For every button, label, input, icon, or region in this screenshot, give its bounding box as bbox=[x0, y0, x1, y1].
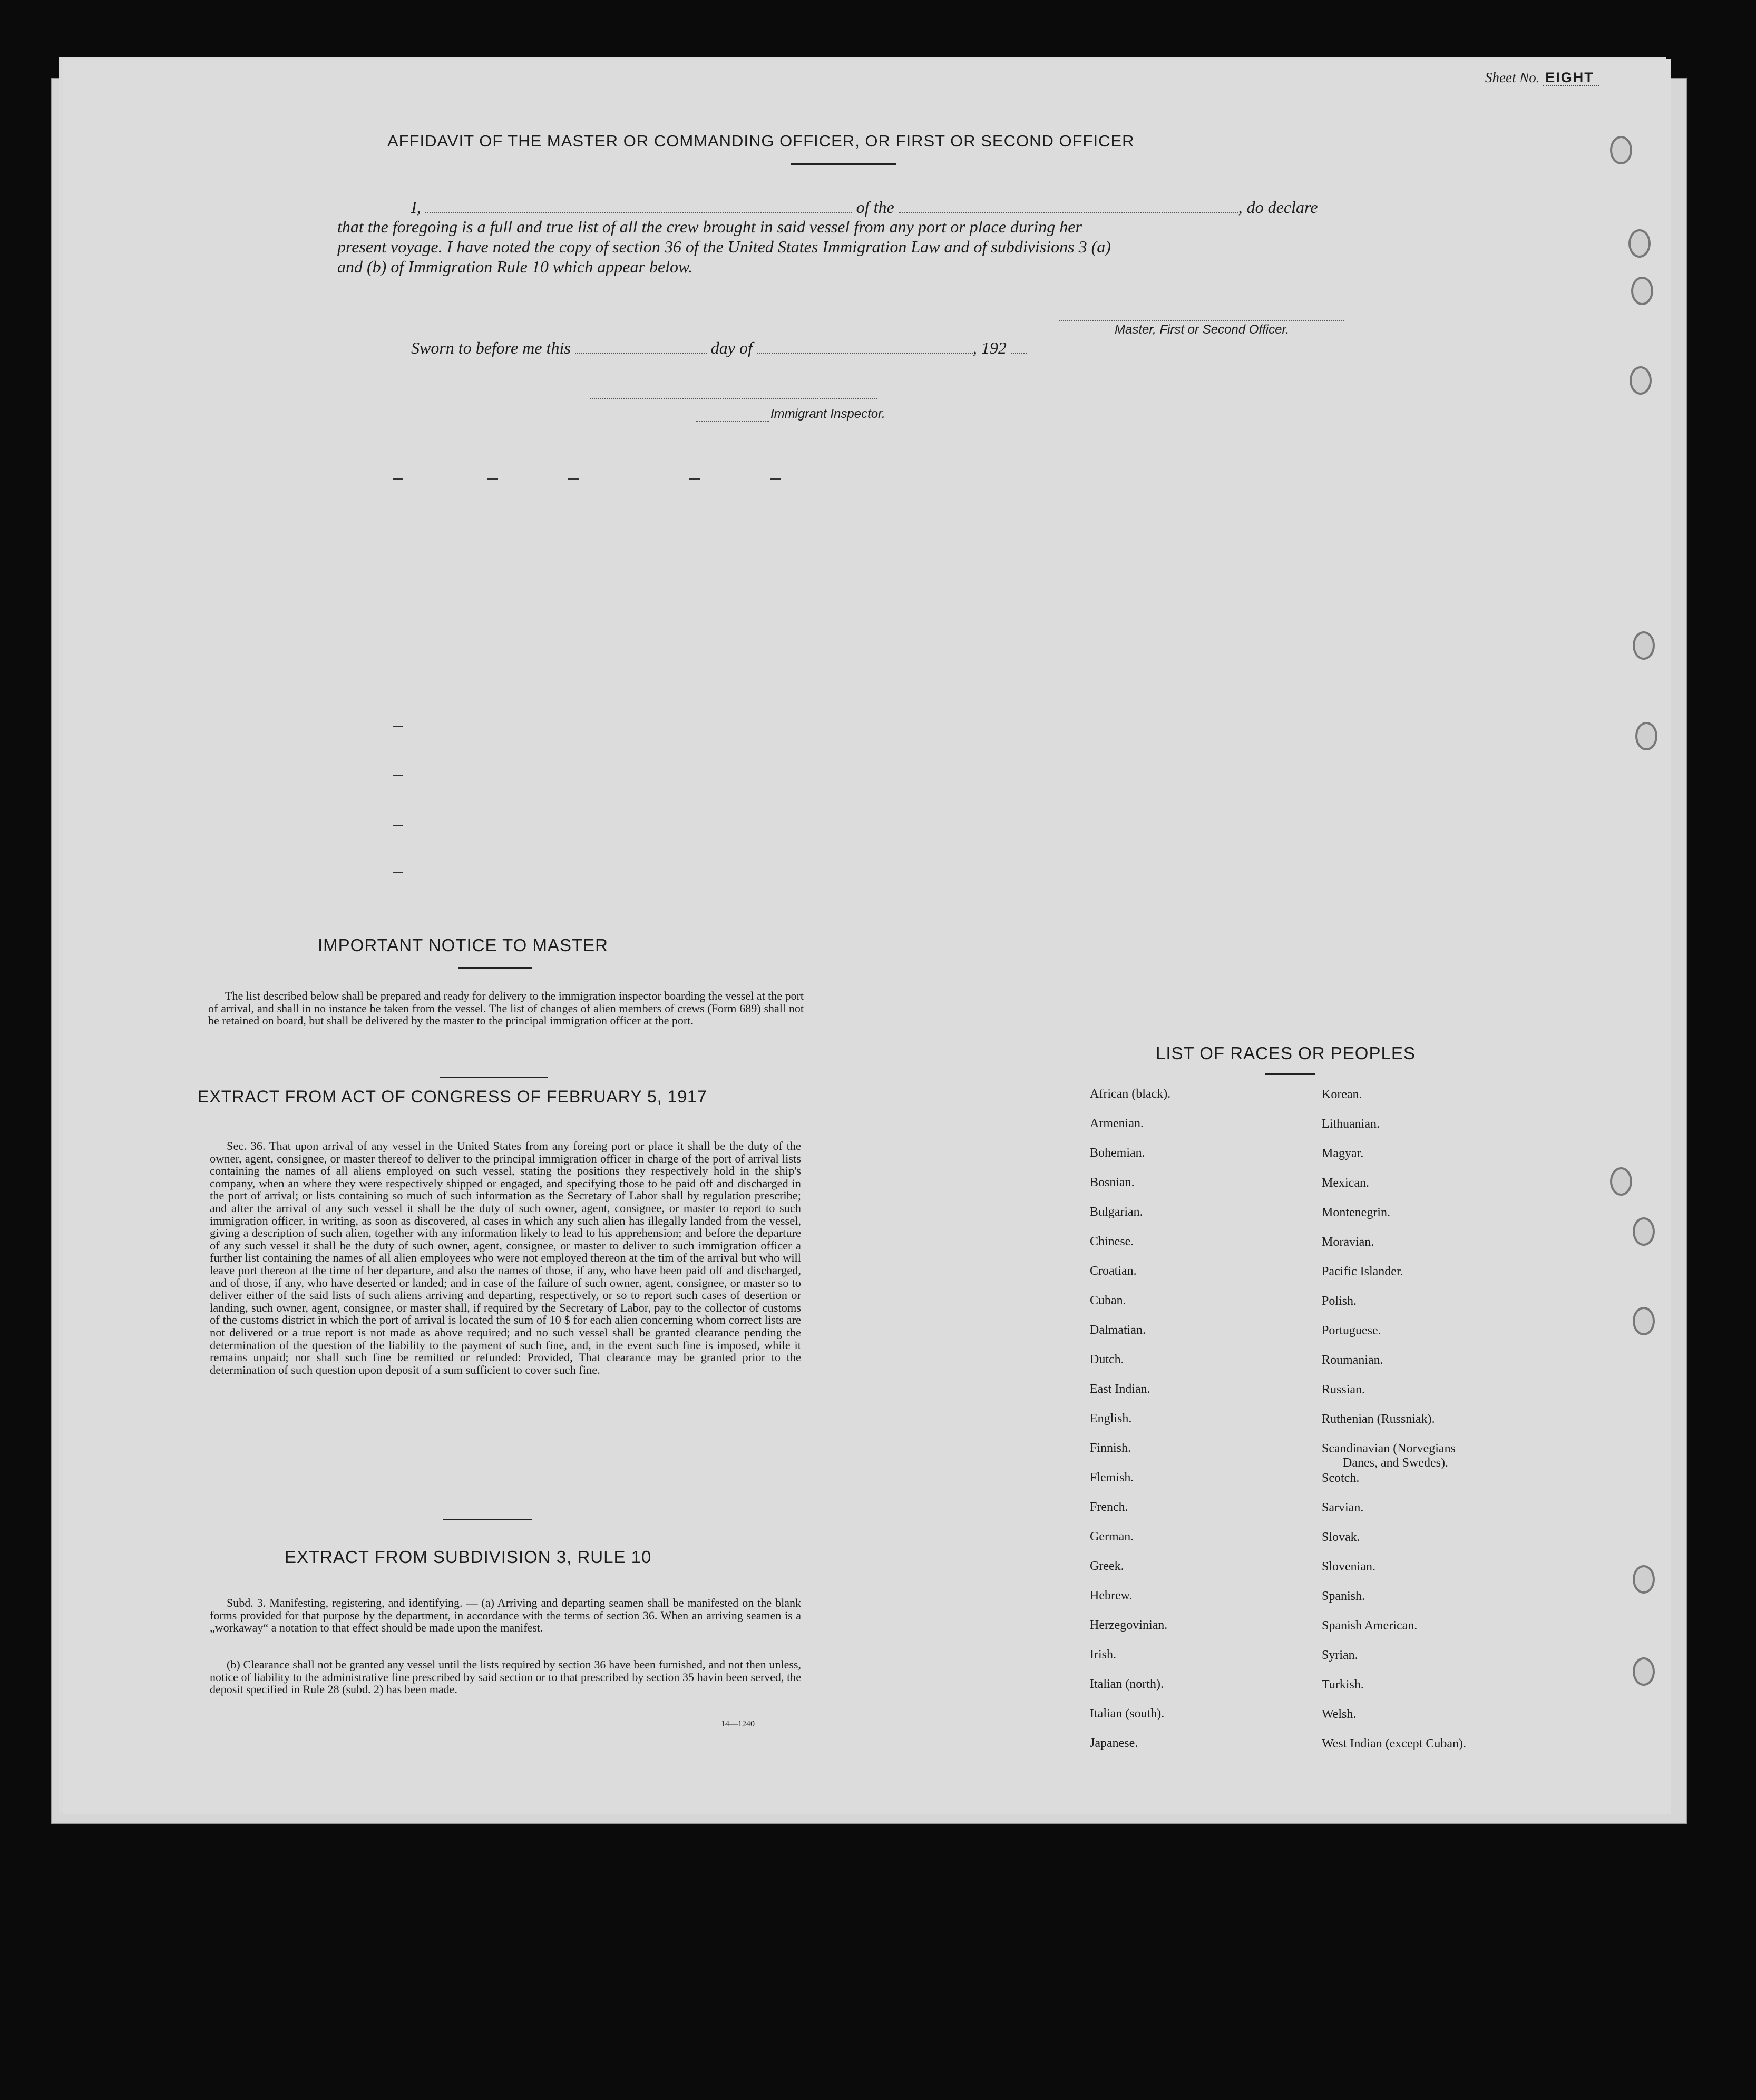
race-item: Greek. bbox=[1090, 1559, 1124, 1573]
affidavit-title-rule bbox=[791, 163, 896, 165]
dash-mark bbox=[393, 825, 403, 826]
dash-mark bbox=[689, 478, 700, 480]
dash-mark bbox=[393, 775, 403, 776]
punch-hole-icon bbox=[1610, 1167, 1632, 1196]
notice-title: IMPORTANT NOTICE TO MASTER bbox=[318, 935, 609, 955]
race-item: Armenian. bbox=[1090, 1117, 1144, 1130]
race-item: Slovenian. bbox=[1322, 1560, 1375, 1574]
race-item: Dutch. bbox=[1090, 1353, 1124, 1366]
race-item: Sarvian. bbox=[1322, 1501, 1364, 1515]
day-of-text: day of bbox=[710, 338, 753, 357]
race-item: English. bbox=[1090, 1412, 1132, 1425]
race-item: Polish. bbox=[1322, 1294, 1357, 1308]
sworn-day-field[interactable] bbox=[575, 342, 707, 354]
inspector-label: Immigrant Inspector. bbox=[770, 407, 885, 421]
race-item: Herzegovinian. bbox=[1090, 1618, 1168, 1632]
race-item: Spanish. bbox=[1322, 1589, 1365, 1603]
race-item: Mexican. bbox=[1322, 1176, 1369, 1190]
sheet-number-label: Sheet No. bbox=[1485, 70, 1540, 85]
sheet-number bbox=[1485, 70, 1599, 86]
punch-hole-icon bbox=[1633, 1307, 1655, 1335]
master-signature-label: Master, First or Second Officer. bbox=[1115, 323, 1290, 337]
affidavit-of-the: of the bbox=[856, 198, 894, 217]
punch-hole-icon bbox=[1633, 1565, 1655, 1594]
race-item: Ruthenian (Russniak). bbox=[1322, 1412, 1435, 1426]
race-item: Irish. bbox=[1090, 1648, 1116, 1662]
punch-hole-icon bbox=[1610, 136, 1632, 164]
punch-hole-icon bbox=[1628, 229, 1651, 258]
extract-act-top-rule bbox=[440, 1077, 548, 1078]
race-item: Finnish. bbox=[1090, 1441, 1131, 1455]
affidavit-line-3: present voyage. I have noted the copy of section 36 of the United States Immigration Law and of subdivisions 3 (a) bbox=[337, 237, 1111, 256]
year-text: , 192 bbox=[972, 338, 1007, 357]
race-item: Hebrew. bbox=[1090, 1589, 1133, 1603]
sworn-month-field[interactable] bbox=[757, 342, 973, 354]
race-item: West Indian (except Cuban). bbox=[1322, 1737, 1466, 1751]
extract-act-text: Sec. 36. That upon arrival of any vessel in the United States from any foreing port or place it shall be the duty of the owner, agent, consignee, or master thereof to deliver to the principal immigration officer in charge of the port of arrival lists containing the names of all aliens employed on such vessel, stating the positions they respectively hold in the ship's company, when an where they were respectively shipped or engaged, and specifying those to be paid off and discharged in the port of arrival; or lists containing so much of such information as the Secretary of Labor shall by regulation prescribe; and after the arrival of any such vessel it shall be the duty of such owner, agent, consignee, or master to report to such immigration officer, in writing, as soon as discovered, al cases in which any such alien has illegally landed from the vessel, giving a description of such alien, together with any information likely to lead to his apprehension; and before the departure of any such vessel it shall be the duty of such owner, agent, consignee, or master to deliver to such immigration officer a further list containing the names of all alien employees who were not employed thereon at the tim of the arrival but who will leave port thereon at the time of her departure, and also the names of those, if any, who have been paid off and discharged, and of those, if any, who have deserted or landed; and in case of the failure of such owner, agent, consignee, or master so to deliver either of the said lists of such aliens arriving and departing, respectively, or so to report such cases of desertion or landing, such owner, agent, consignee, or master shall, if required by the Secretary of Labor, pay to the collector of customs of the customs district in which the port of arrival is located the sum of 10 $ for each alien concerning whom correct lists are not delivered or a true report is not made as above required; and no such vessel shall be granted clearance pending the determination of the question of the liability to the payment of such fine, and, in the event such fine is imposed, while it remains unpaid; nor shall such fine be remitted or refunded: Provided, That clearance may be granted prior to the determination of such question upon deposit of a sum sufficient to cover such fine. bbox=[210, 1139, 801, 1376]
race-item: Roumanian. bbox=[1322, 1353, 1383, 1367]
affidavit-i: I, bbox=[411, 198, 421, 217]
races-title: LIST OF RACES OR PEOPLES bbox=[1156, 1043, 1416, 1063]
affidavit-line-4: and (b) of Immigration Rule 10 which appear below. bbox=[337, 257, 692, 276]
form-number: 14—1240 bbox=[721, 1720, 755, 1728]
sworn-text: Sworn to before me this bbox=[411, 338, 571, 357]
race-item: Moravian. bbox=[1322, 1235, 1374, 1249]
inspector-signature-field[interactable] bbox=[696, 410, 769, 422]
race-item: Chinese. bbox=[1090, 1235, 1134, 1248]
race-item: Welsh. bbox=[1322, 1707, 1357, 1721]
race-item: Japanese. bbox=[1090, 1736, 1138, 1750]
race-item: Cuban. bbox=[1090, 1294, 1126, 1307]
race-item: Syrian. bbox=[1322, 1648, 1358, 1662]
punch-hole-icon bbox=[1633, 1217, 1655, 1246]
race-item: Bulgarian. bbox=[1090, 1205, 1143, 1219]
race-item: East Indian. bbox=[1090, 1382, 1150, 1396]
sheet-number-value: EIGHT bbox=[1543, 70, 1599, 86]
affidavit-line-1 bbox=[411, 198, 1318, 217]
dash-mark bbox=[393, 478, 403, 480]
affidavit-title: AFFIDAVIT OF THE MASTER OR COMMANDING OFFICER, OR FIRST OR SECOND OFFICER bbox=[387, 132, 1135, 150]
races-column-1 bbox=[1090, 1087, 1170, 1766]
race-item: Croatian. bbox=[1090, 1264, 1137, 1278]
extract-rule-text-b: (b) Clearance shall not be granted any vessel until the lists required by section 36 have been furnished, and not then unless, notice of liability to the administrative fine prescribed by said section or to that prescribed by section 35 havin been served, the deposit specified in Rule 28 (subd. 2) has been made. bbox=[210, 1658, 801, 1696]
sworn-line bbox=[411, 338, 1027, 358]
race-item: Slovak. bbox=[1322, 1530, 1360, 1544]
dash-mark bbox=[568, 478, 579, 480]
extract-rule-title: EXTRACT FROM SUBDIVISION 3, RULE 10 bbox=[285, 1547, 652, 1567]
race-item: Montenegrin. bbox=[1322, 1206, 1390, 1219]
race-item: Flemish. bbox=[1090, 1471, 1134, 1484]
punch-hole-icon bbox=[1635, 722, 1657, 750]
race-item: Danes, and Swedes). bbox=[1343, 1456, 1448, 1470]
race-item: French. bbox=[1090, 1500, 1128, 1514]
extract-act-title: EXTRACT FROM ACT OF CONGRESS OF FEBRUARY 5, 1917 bbox=[198, 1087, 707, 1106]
race-item: German. bbox=[1090, 1530, 1134, 1544]
dash-mark bbox=[393, 872, 403, 873]
dash-mark bbox=[770, 478, 781, 480]
punch-hole-icon bbox=[1630, 366, 1652, 395]
race-item: Italian (north). bbox=[1090, 1677, 1164, 1691]
race-item: Dalmatian. bbox=[1090, 1323, 1146, 1337]
race-item: Russian. bbox=[1322, 1383, 1365, 1396]
races-column-2 bbox=[1322, 1088, 1466, 1766]
race-item: Pacific Islander. bbox=[1322, 1265, 1403, 1278]
notice-text: The list described below shall be prepared and ready for delivery to the immigration inspector boarding the vessel at the port of arrival, and shall in no instance be taken from the vessel. The list of changes of alien members of crews (Form 689) shall not be retained on board, but shall be delivered by the master to the principal immigration officer at the port. bbox=[208, 989, 804, 1027]
race-item: Lithuanian. bbox=[1322, 1117, 1380, 1131]
race-item: Korean. bbox=[1322, 1088, 1362, 1101]
race-item: Bosnian. bbox=[1090, 1176, 1135, 1189]
race-item: Scandinavian (Norvegians bbox=[1322, 1442, 1456, 1456]
punch-hole-icon bbox=[1633, 631, 1655, 660]
extract-rule-top-rule bbox=[443, 1519, 532, 1520]
race-item: Italian (south). bbox=[1090, 1707, 1165, 1721]
inspector-signature-field-top[interactable] bbox=[590, 387, 877, 399]
races-title-rule bbox=[1265, 1073, 1315, 1075]
affidavit-line-2: that the foregoing is a full and true list of all the crew brought in said vessel from any port or place during her bbox=[337, 217, 1082, 236]
race-item: African (black). bbox=[1090, 1087, 1171, 1101]
vessel-field[interactable] bbox=[899, 201, 1238, 213]
name-field[interactable] bbox=[425, 201, 852, 213]
race-item: Spanish American. bbox=[1322, 1619, 1418, 1633]
master-signature-field[interactable] bbox=[1059, 310, 1344, 321]
notice-title-rule bbox=[458, 967, 532, 969]
punch-hole-icon bbox=[1633, 1657, 1655, 1686]
punch-hole-icon bbox=[1631, 277, 1653, 305]
dash-mark bbox=[487, 478, 498, 480]
dash-mark bbox=[393, 726, 403, 727]
race-item: Portuguese. bbox=[1322, 1324, 1381, 1337]
race-item: Turkish. bbox=[1322, 1678, 1364, 1692]
extract-rule-text-a: Subd. 3. Manifesting, registering, and identifying. — (a) Arriving and departing seamen shall be manifested on the blank forms provided for that purpose by the department, in accordance with the terms of section 36. When an arriving seamen is a „workaway“ a notation to that effect should be made upon the manifest. bbox=[210, 1596, 801, 1634]
race-item: Scotch. bbox=[1322, 1471, 1360, 1485]
race-item: Magyar. bbox=[1322, 1147, 1364, 1160]
year-field[interactable] bbox=[1011, 342, 1027, 354]
race-item: Bohemian. bbox=[1090, 1146, 1145, 1160]
affidavit-declare: , do declare bbox=[1238, 198, 1318, 217]
